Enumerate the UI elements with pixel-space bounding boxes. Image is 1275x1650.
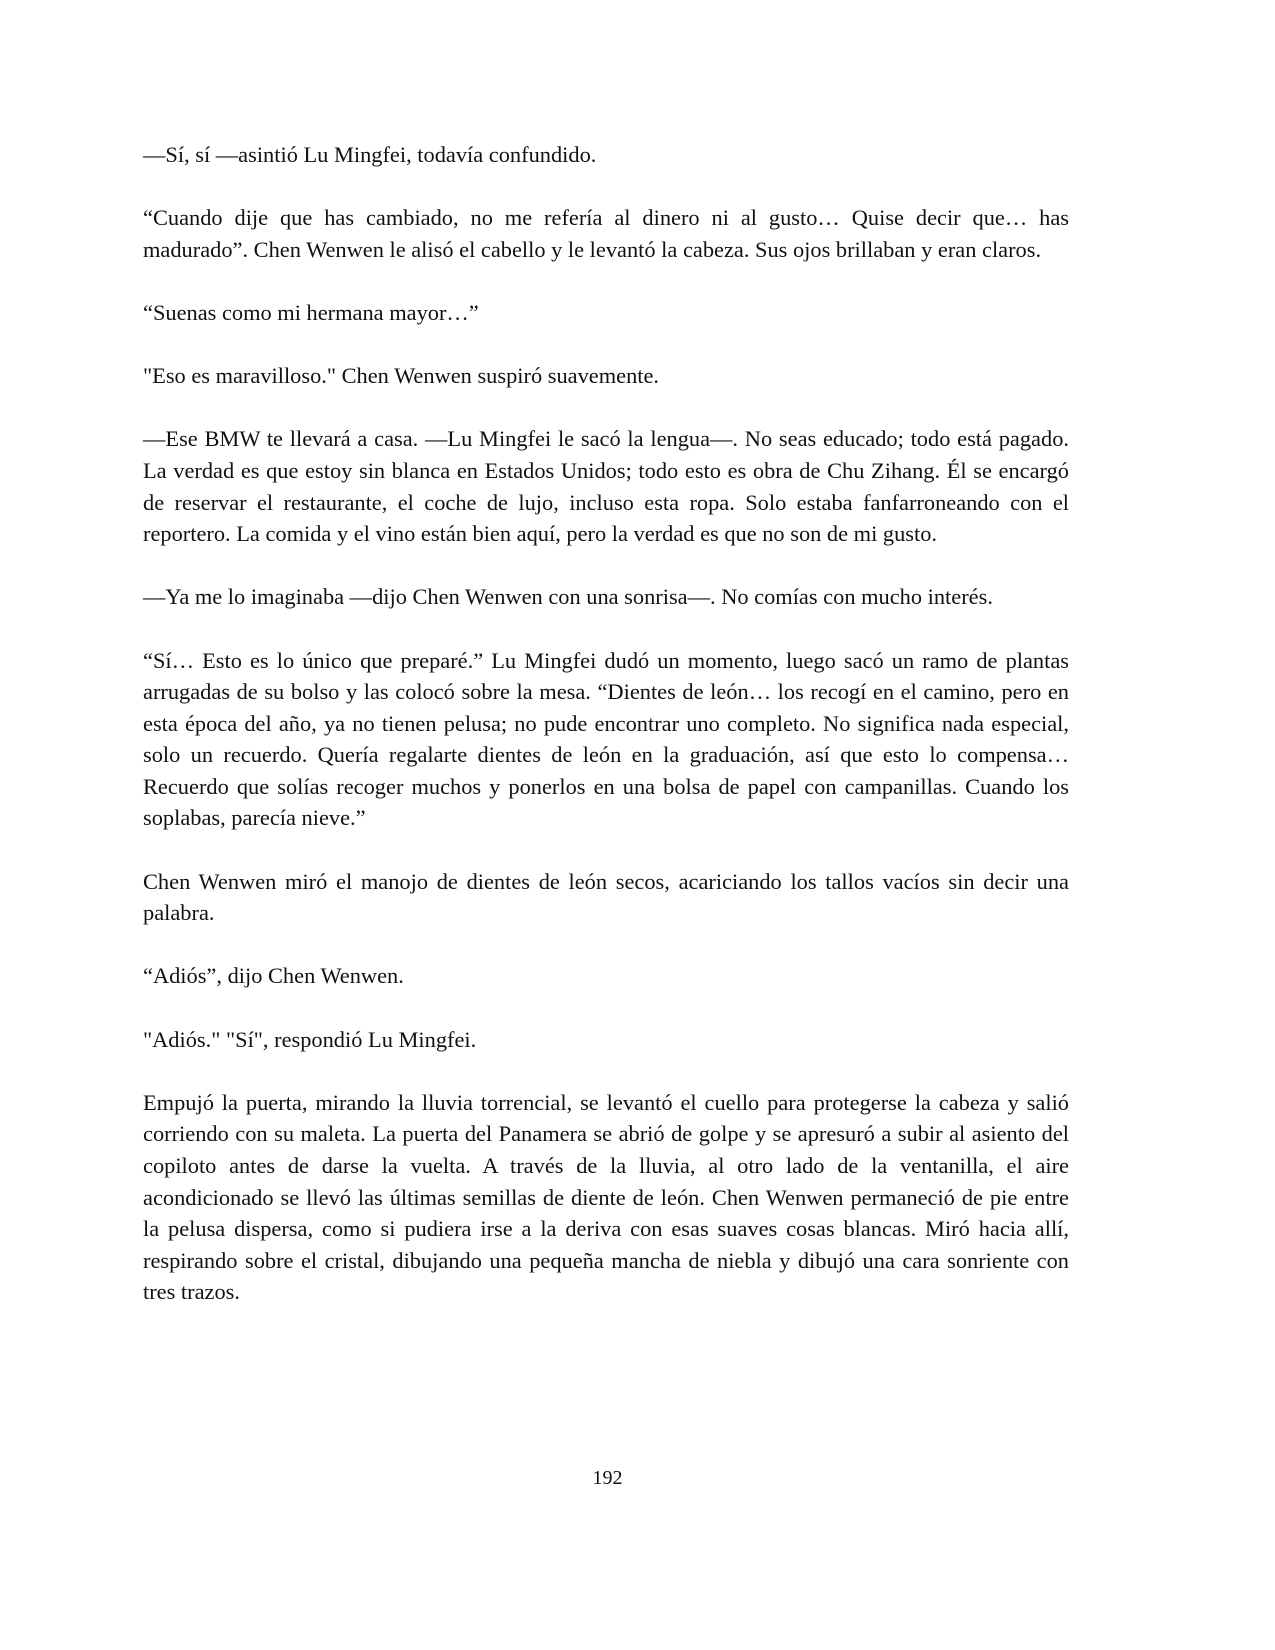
paragraph: Chen Wenwen miró el manojo de dientes de león secos, acariciando los tallos vacíos sin decir una palabra.: [143, 868, 1069, 926]
paragraph: "Adiós." "Sí", respondió Lu Mingfei.: [143, 1026, 477, 1052]
paragraph: —Sí, sí —asintió Lu Mingfei, todavía confundido.: [143, 142, 597, 167]
paragraph: “Cuando dije que has cambiado, no me refería al dinero ni al gusto… Quise decir que… has madurado”. Chen Wenwen le alisó el cabello y le levantó la cabeza. Sus ojos brillaban y eran claros.: [143, 205, 1069, 262]
paragraph: “Adiós”, dijo Chen Wenwen.: [143, 963, 404, 989]
paragraph: “Suenas como mi hermana mayor…”: [143, 299, 479, 325]
paragraph: —Ya me lo imaginaba —dijo Chen Wenwen con una sonrisa—. No comías con mucho interés.: [143, 584, 993, 610]
page-body: [143, 139, 1069, 1340]
paragraph: —Ese BMW te llevará a casa. —Lu Mingfei le sacó la lengua—. No seas educado; todo está pagado. La verdad es que estoy sin blanca en Estados Unidos; todo esto es obra de Chu Zihang. Él se encargó de reservar el restaurante, el coche de lujo, incluso esta ropa. Solo estaba fanfarroneando con el reportero. La comida y el vino están bien aquí, pero la verdad es que no son de mi gusto.: [143, 426, 1069, 547]
page-number: 192: [592, 1467, 623, 1489]
paragraph: Empujó la puerta, mirando la lluvia torrencial, se levantó el cuello para protegerse la cabeza y salió corriendo con su maleta. La puerta del Panamera se abrió de golpe y se apresuró a subir al asiento del copiloto antes de darse la vuelta. A través de la lluvia, al otro lado de la ventanilla, el aire acondicionado se llevó las últimas semillas de diente de león. Chen Wenwen permaneció de pie entre la pelusa dispersa, como si pudiera irse a la deriva con esas suaves cosas blancas. Miró hacia allí, respirando sobre el cristal, dibujando una pequeña mancha de niebla y dibujó una cara sonriente con tres trazos.: [143, 1089, 1069, 1305]
paragraph: “Sí… Esto es lo único que preparé.” Lu Mingfei dudó un momento, luego sacó un ramo de plantas arrugadas de su bolso y las colocó sobre la mesa. “Dientes de león… los recogí en el camino, pero en esta época del año, ya no tienen pelusa; no pude encontrar uno completo. No significa nada especial, solo un recuerdo. Quería regalarte dientes de león en la graduación, así que esto lo compensa… Recuerdo que solías recoger muchos y ponerlos en una bolsa de papel con campanillas. Cuando los soplabas, parecía nieve.”: [143, 647, 1069, 831]
paragraph: "Eso es maravilloso." Chen Wenwen suspiró suavemente.: [143, 363, 660, 389]
